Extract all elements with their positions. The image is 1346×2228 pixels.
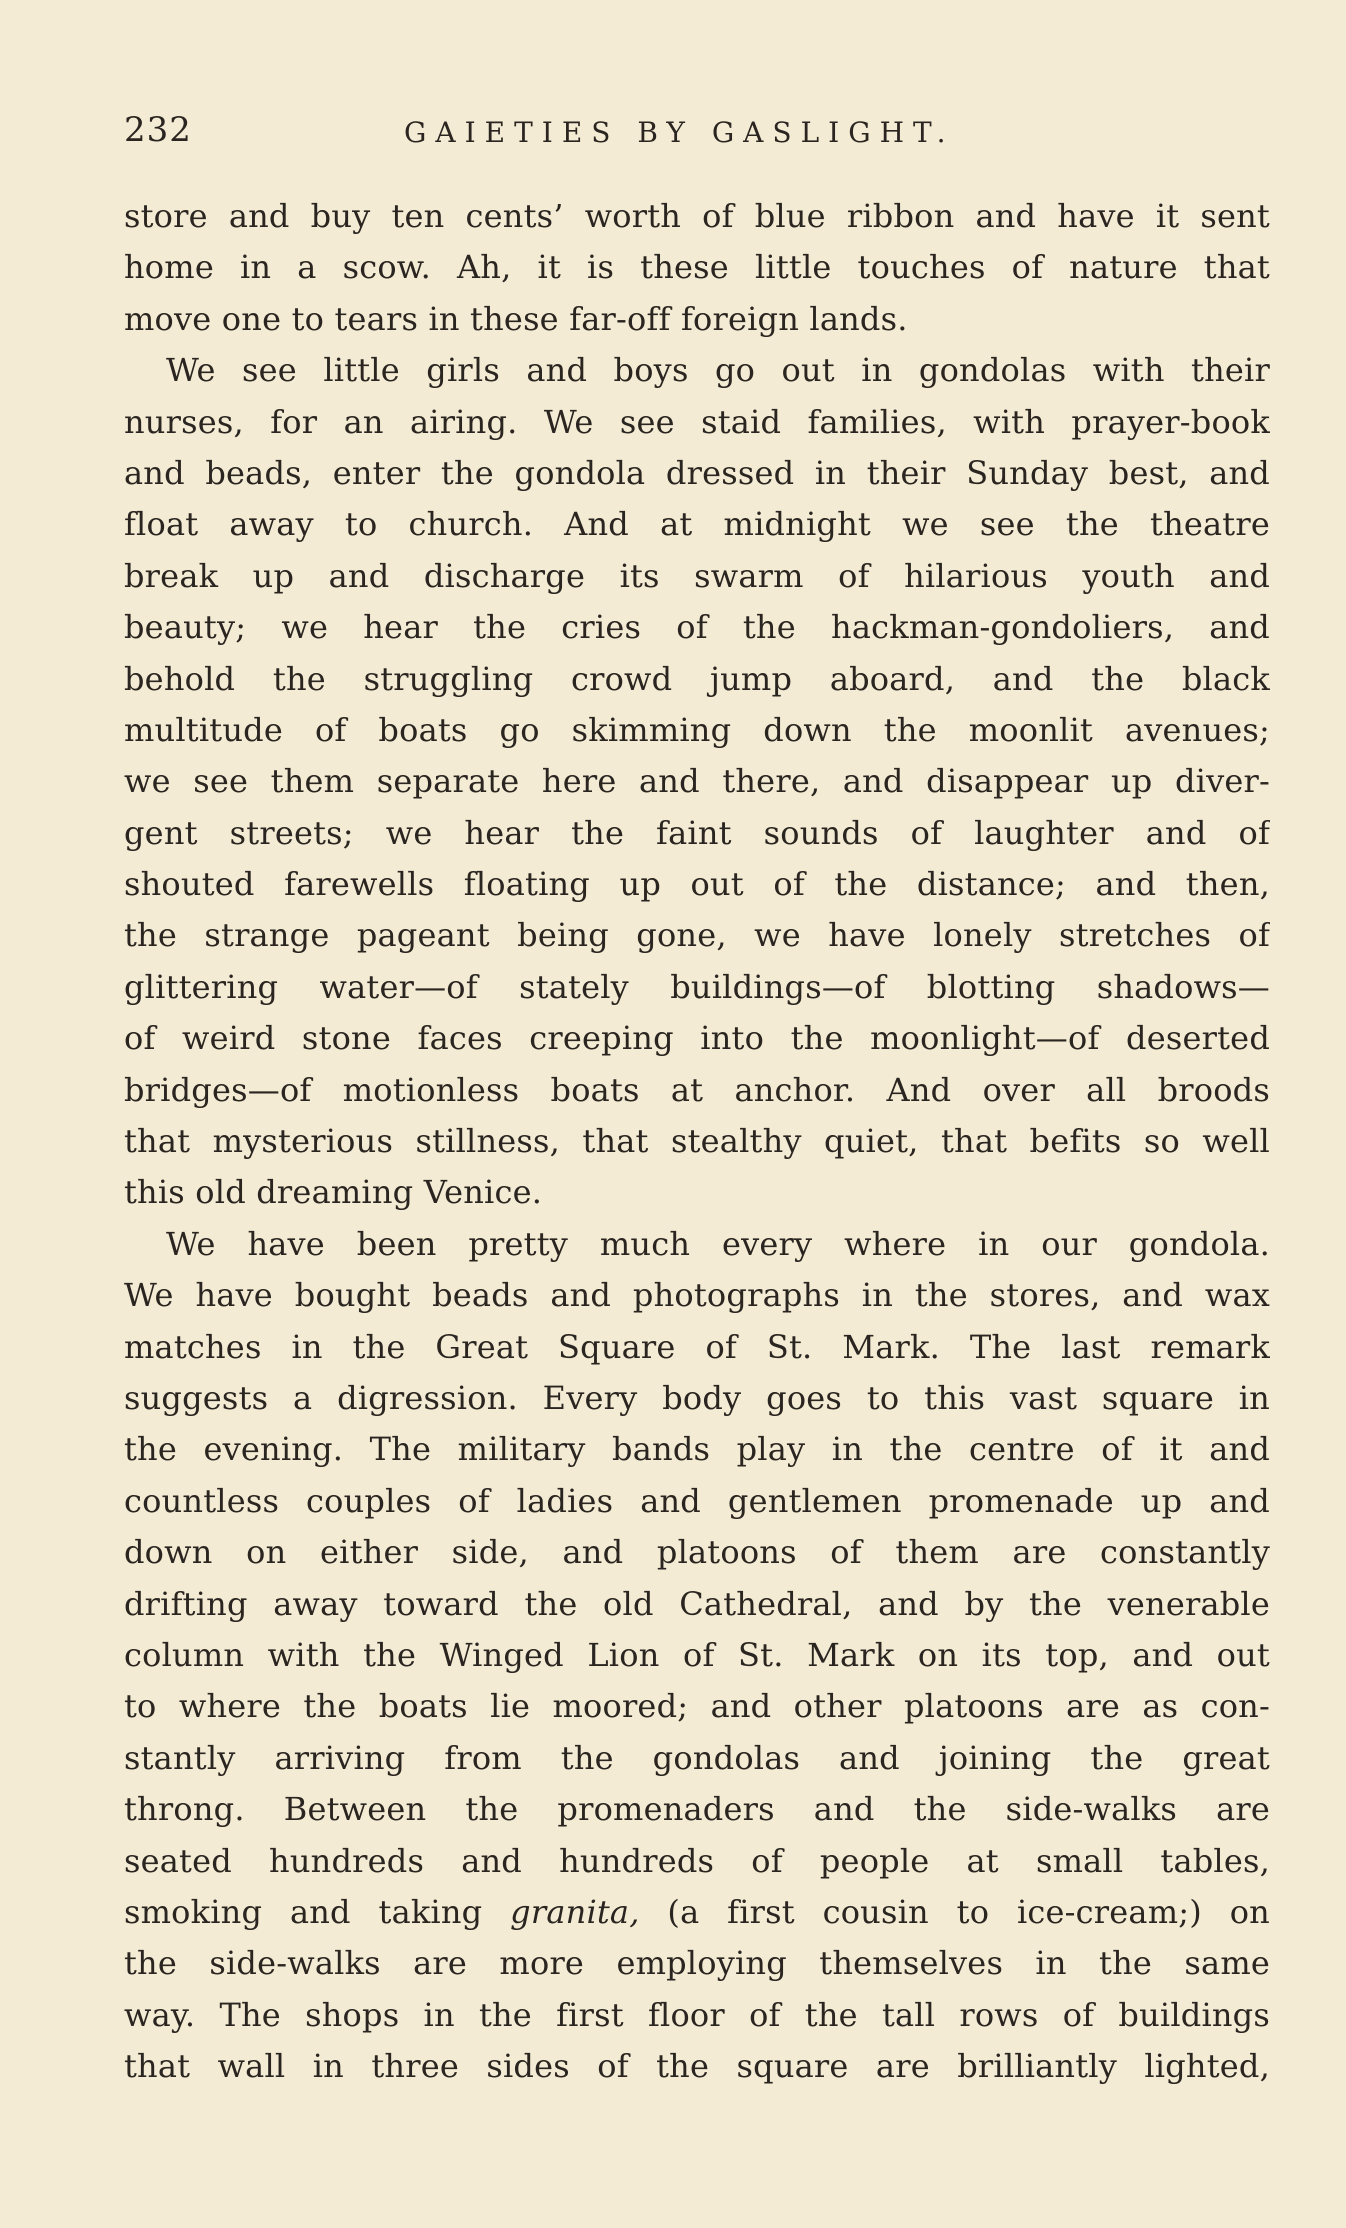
text-line: We have bought beads and photographs in the stores, and wax bbox=[124, 1276, 1270, 1315]
text-line: move one to tears in these far-off foreign lands. bbox=[124, 299, 908, 338]
text-line: this old dreaming Venice. bbox=[124, 1173, 543, 1212]
text-line: multitude of boats go skimming down the moonlit avenues; bbox=[124, 710, 1270, 749]
text-line: the strange pageant being gone, we have lonely stretches of bbox=[124, 916, 1270, 955]
running-title: GAIETIES BY GASLIGHT. bbox=[404, 116, 955, 149]
text-line: shouted farewells floating up out of the distance; and then, bbox=[124, 865, 1270, 904]
text-line: seated hundreds and hundreds of people at small tables, bbox=[124, 1841, 1270, 1880]
text-line: down on either side, and platoons of them are constantly bbox=[124, 1533, 1270, 1572]
italic-term: granita, bbox=[510, 1892, 640, 1931]
text-line: we see them separate here and there, and disappear up diver- bbox=[124, 762, 1270, 801]
text-line-with-italic bbox=[124, 1887, 1270, 1938]
text-line: nurses, for an airing. We see staid families, with prayer-book bbox=[124, 402, 1270, 441]
text-line: to where the boats lie moored; and other platoons are as con- bbox=[124, 1687, 1270, 1726]
text-line: way. The shops in the first floor of the tall rows of buildings bbox=[124, 1995, 1270, 2034]
text-line: gent streets; we hear the faint sounds of laughter and of bbox=[124, 813, 1270, 852]
text-line: bridges—of motionless boats at anchor. And over all broods bbox=[124, 1070, 1270, 1109]
page-header bbox=[124, 110, 1274, 160]
text-line: throng. Between the promenaders and the side-walks are bbox=[124, 1790, 1270, 1829]
text-line: and beads, enter the gondola dressed in their Sunday best, and bbox=[124, 453, 1270, 492]
text-line: home in a scow. Ah, it is these little touches of nature that bbox=[124, 248, 1270, 287]
text-line: that mysterious stillness, that stealthy quiet, that befits so well bbox=[124, 1122, 1270, 1161]
text-line: stantly arriving from the gondolas and joining the great bbox=[124, 1738, 1270, 1777]
paragraph-start-line: We see little girls and boys go out in gondolas with their bbox=[166, 351, 1270, 390]
text-line: the evening. The military bands play in the centre of it and bbox=[124, 1430, 1270, 1469]
text-line: the side-walks are more employing themselves in the same bbox=[124, 1944, 1270, 1983]
page-number: 232 bbox=[124, 110, 192, 150]
text-fragment: smoking and taking bbox=[124, 1892, 483, 1931]
text-line: that wall in three sides of the square are brilliantly lighted, bbox=[124, 2047, 1270, 2086]
text-line: of weird stone faces creeping into the moonlight—of deserted bbox=[124, 1019, 1270, 1058]
text-fragment: (a first cousin to ice-cream;) on bbox=[667, 1892, 1270, 1931]
text-line: float away to church. And at midnight we see the theatre bbox=[124, 505, 1270, 544]
text-line: break up and discharge its swarm of hilarious youth and bbox=[124, 556, 1270, 595]
body-text bbox=[124, 191, 1270, 2091]
text-line: drifting away toward the old Cathedral, and by the venerable bbox=[124, 1584, 1270, 1623]
paragraph-start-line: We have been pretty much every where in our gondola. bbox=[166, 1224, 1270, 1263]
text-line: matches in the Great Square of St. Mark. The last remark bbox=[124, 1327, 1270, 1366]
text-line: behold the struggling crowd jump aboard, and the black bbox=[124, 659, 1270, 698]
text-line: glittering water—of stately buildings—of blotting shadows— bbox=[124, 967, 1270, 1006]
text-line: column with the Winged Lion of St. Mark on its top, and out bbox=[124, 1635, 1270, 1674]
text-line: store and buy ten cents’ worth of blue ribbon and have it sent bbox=[124, 197, 1270, 235]
text-line: countless couples of ladies and gentlemen promenade up and bbox=[124, 1481, 1270, 1520]
text-line: suggests a digression. Every body goes to this vast square in bbox=[124, 1378, 1270, 1417]
text-line: beauty; we hear the cries of the hackman-gondoliers, and bbox=[124, 608, 1270, 647]
